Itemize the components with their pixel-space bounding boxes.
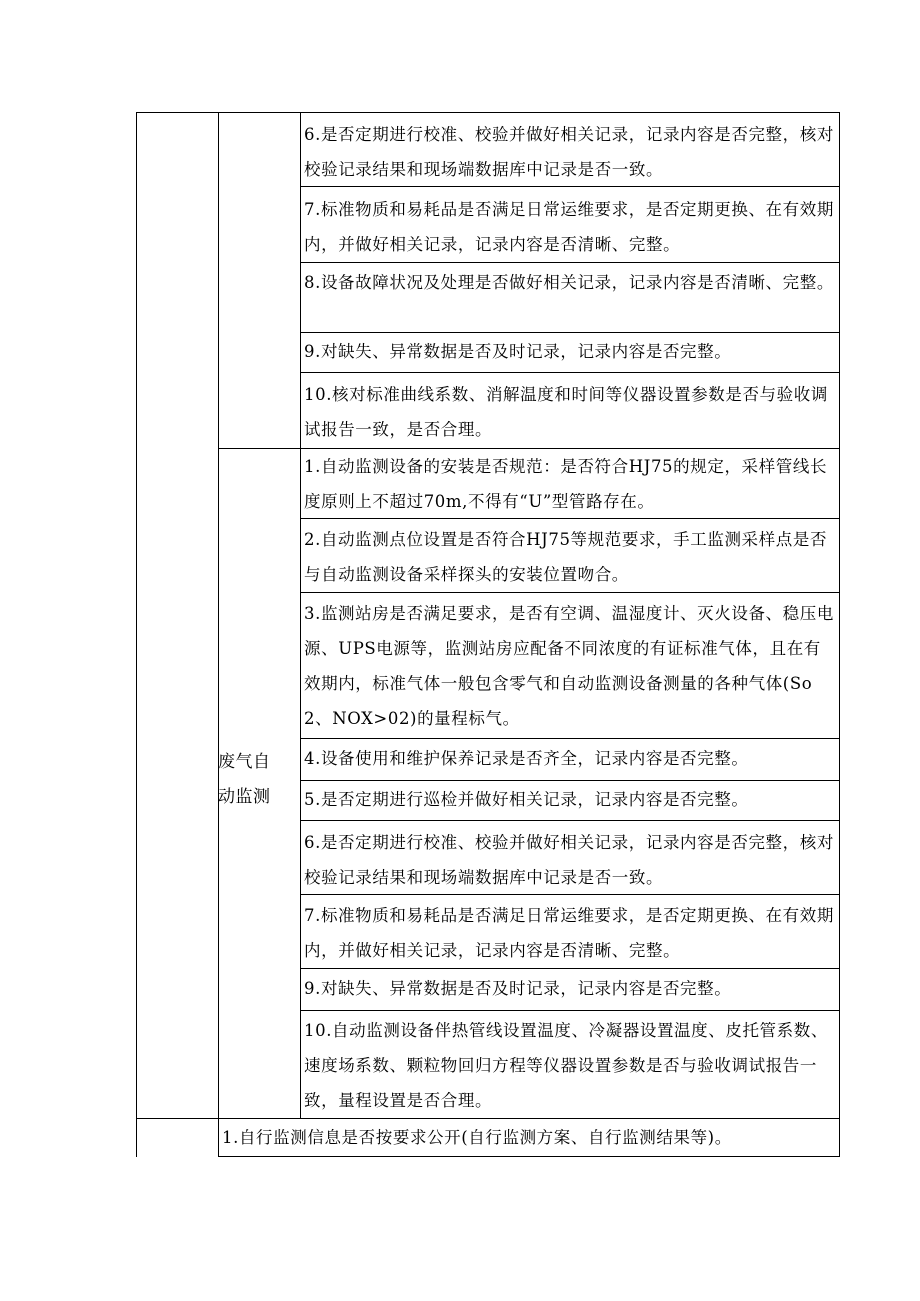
row-divider xyxy=(300,820,840,821)
check-item: 10.自动监测设备伴热管线设置温度、冷凝器设置温度、皮托管系数、速度场系数、颗粒物回归方程等仪器设置参数是否与验收调试报告一致，量程设置是否合理。 xyxy=(304,1021,828,1110)
check-item: 9.对缺失、异常数据是否及时记录，记录内容是否完整。 xyxy=(304,342,732,361)
row-divider xyxy=(300,738,840,739)
section-label: 废气自动监测 xyxy=(218,752,271,807)
table-border xyxy=(136,112,137,1157)
check-item: 1.自行监测信息是否按要求公开(自行监测方案、自行监测结果等)。 xyxy=(222,1128,732,1147)
check-item: 7.标准物质和易耗品是否满足日常运维要求，是否定期更换、在有效期内，并做好相关记录，记录内容是否清晰、完整。 xyxy=(304,200,834,254)
check-item: 2.自动监测点位设置是否符合HJ75等规范要求，手工监测采样点是否与自动监测设备采样探头的安装位置吻合。 xyxy=(304,530,828,584)
row-divider xyxy=(136,1118,840,1119)
table-border xyxy=(136,112,840,113)
row-divider xyxy=(300,372,840,373)
row-divider xyxy=(300,780,840,781)
row-divider xyxy=(300,592,840,593)
check-item: 6.是否定期进行校准、校验并做好相关记录，记录内容是否完整，核对校验记录结果和现场端数据库中记录是否一致。 xyxy=(304,125,834,179)
check-item: 10.核对标准曲线系数、消解温度和时间等仪器设置参数是否与验收调试报告一致，是否合理。 xyxy=(304,385,828,439)
row-divider xyxy=(300,262,840,263)
table-border xyxy=(839,112,840,1157)
check-item: 4.设备使用和维护保养记录是否齐全，记录内容是否完整。 xyxy=(304,749,749,768)
row-divider xyxy=(300,968,840,969)
check-item: 5.是否定期进行巡检并做好相关记录，记录内容是否完整。 xyxy=(304,790,749,809)
column-divider xyxy=(300,112,301,1118)
row-divider xyxy=(300,332,840,333)
check-item: 6.是否定期进行校准、校验并做好相关记录，记录内容是否完整，核对校验记录结果和现场端数据库中记录是否一致。 xyxy=(304,833,834,887)
check-item: 8.设备故障状况及处理是否做好相关记录，记录内容是否清晰、完整。 xyxy=(304,273,834,292)
column-divider xyxy=(218,112,219,1157)
row-divider xyxy=(300,1010,840,1011)
row-divider xyxy=(218,1156,840,1157)
check-item: 3.监测站房是否满足要求，是否有空调、温湿度计、灭火设备、稳压电源、UPS电源等，监测站房应配备不同浓度的有证标准气体，且在有效期内，标准气体一般包含零气和自动监测设备测量的各种气体(So2、NOX>02)的量程标气。 xyxy=(304,604,834,728)
check-item: 1.自动监测设备的安装是否规范：是否符合HJ75的规定，采样管线长度原则上不超过70m,不得有“U”型管路存在。 xyxy=(304,457,828,511)
check-item: 9.对缺失、异常数据是否及时记录，记录内容是否完整。 xyxy=(304,979,732,998)
check-item: 7.标准物质和易耗品是否满足日常运维要求，是否定期更换、在有效期内，并做好相关记录，记录内容是否清晰、完整。 xyxy=(304,906,834,960)
